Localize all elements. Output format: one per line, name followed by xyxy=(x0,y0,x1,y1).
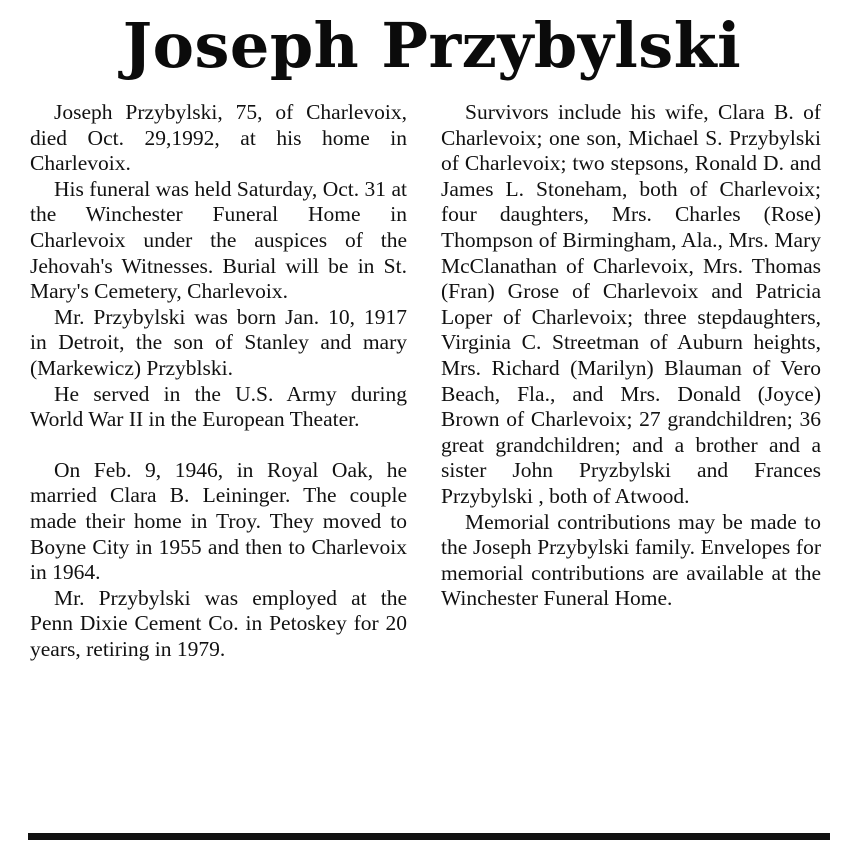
right-column xyxy=(441,100,821,612)
obituary-paragraph: Mr. Przybylski was employed at the Penn Dixie Cement Co. in Petoskey for 20 years, retiring in 1979. xyxy=(30,585,407,661)
obituary-paragraph: His funeral was held Saturday, Oct. 31 at the Winchester Funeral Home in Charlevoix under the auspices of the Jehovah's Witnesses. Burial will be in St. Mary's Cemetery, Charlevoix. xyxy=(30,176,407,304)
obituary-headline: Joseph Przybylski xyxy=(122,9,742,82)
obituary-paragraph: Mr. Przybylski was born Jan. 10, 1917 in Detroit, the son of Stanley and mary (Markewicz) Przyblski. xyxy=(30,304,407,380)
obituary-paragraph: Survivors include his wife, Clara B. of Charlevoix; one son, Michael S. Przybylski of Charlevoix; two stepsons, Ronald D. and James L. Stoneham, both of Charlevoix; four daughters, Mrs. Charles (Rose) Thompson of Birmingham, Ala., Mrs. Mary McClanathan of Charlevoix, Mrs. Thomas (Fran) Grose of Charlevoix and Patricia Loper of Charlevoix; three stepdaughters, Virginia C. Streetman of Auburn heights, Mrs. Richard (Marilyn) Blauman of Vero Beach, Fla., and Mrs. Donald (Joyce) Brown of Charlevoix; 27 grandchildren; 36 great grandchildren; and a brother and a sister John Pryzbylski and Frances Przybylski , both of Atwood. xyxy=(441,100,821,508)
bottom-rule xyxy=(28,833,830,840)
obituary-paragraph: Memorial contributions may be made to the Joseph Przybylski family. Envelopes for memorial contributions are available at the Winchester Funeral Home. xyxy=(441,509,821,611)
obituary-paragraph: On Feb. 9, 1946, in Royal Oak, he married Clara B. Leininger. The couple made their home in Troy. They moved to Boyne City in 1955 and then to Charlevoix in 1964. xyxy=(30,457,407,585)
obituary-paragraph: He served in the U.S. Army during World War II in the European Theater. xyxy=(30,381,407,432)
obituary-paragraph: Joseph Przybylski, 75, of Charlevoix, died Oct. 29,1992, at his home in Charlevoix. xyxy=(30,100,407,176)
left-column xyxy=(30,100,407,662)
